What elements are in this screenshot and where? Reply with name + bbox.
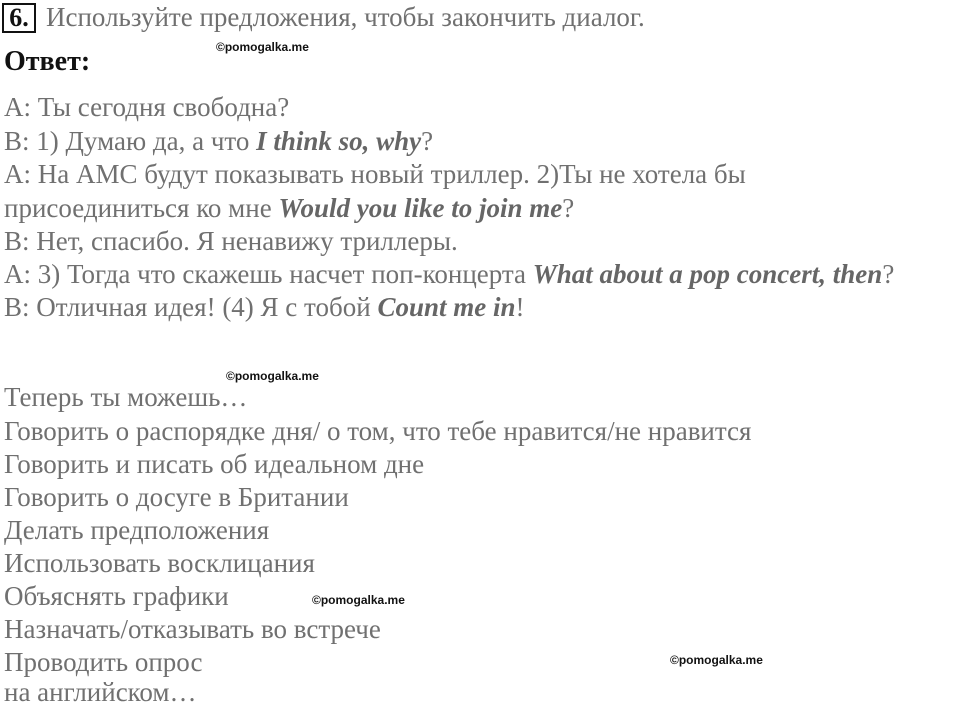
dialog-ru: присоединиться ко мне [4, 193, 279, 223]
watermark-text: ©pomogalka.me [670, 653, 763, 667]
dialog-ru: A: На AMC будут показывать новый триллер. 2)Ты не хотела бы [4, 159, 746, 189]
dialog-ru: B: 1) Думаю да, а что [4, 126, 257, 156]
dialog-line [4, 226, 458, 256]
dialog-en: Would you like to join me [278, 193, 563, 223]
dialog-line [4, 292, 524, 322]
dialog-end: ? [562, 193, 575, 223]
skills-heading: Теперь ты можешь… [4, 382, 248, 412]
skill-item: Говорить о распорядке дня/ о том, что тебе нравится/не нравится [4, 416, 752, 446]
dialog-line [4, 159, 746, 189]
dialog-end: ! [515, 292, 525, 322]
dialog-line [4, 259, 894, 289]
dialog-line [4, 92, 289, 122]
dialog-ru: B: Отличная идея! (4) Я с тобой [4, 292, 378, 322]
dialog-ru: A: 3) Тогда что скажешь насчет поп-концерта [4, 259, 533, 289]
dialog-ru: A: Ты сегодня свободна? [4, 92, 290, 122]
skill-item: Делать предположения [4, 515, 270, 545]
dialog-end: ? [882, 259, 895, 289]
dialog-ru: B: Нет, спасибо. Я ненавижу триллеры. [4, 226, 458, 256]
skill-item: Назначать/отказывать во встрече [4, 614, 381, 644]
skill-item: Проводить опрос [4, 647, 203, 677]
task-number: 6. [2, 3, 36, 33]
dialog-line [4, 126, 433, 156]
dialog-en: I think so, why [256, 126, 422, 156]
dialog-en: What about a pop concert, then [532, 259, 883, 289]
skill-item: Говорить и писать об идеальном дне [4, 449, 425, 479]
skill-item: Использовать восклицания [4, 548, 315, 578]
dialog-line [4, 193, 574, 223]
skill-item: на английском… [4, 677, 197, 707]
skill-item: Говорить о досуге в Британии [4, 482, 349, 512]
dialog-end: ? [421, 126, 434, 156]
dialog-en: Count me in [377, 292, 516, 322]
skill-item: Объяснять графики [4, 581, 229, 611]
task-instruction: Используйте предложения, чтобы закончить диалог. [46, 2, 645, 32]
watermark-text: ©pomogalka.me [312, 593, 405, 607]
watermark-text: ©pomogalka.me [216, 40, 309, 54]
answer-heading: Ответ: [4, 46, 91, 77]
watermark-text: ©pomogalka.me [226, 369, 319, 383]
